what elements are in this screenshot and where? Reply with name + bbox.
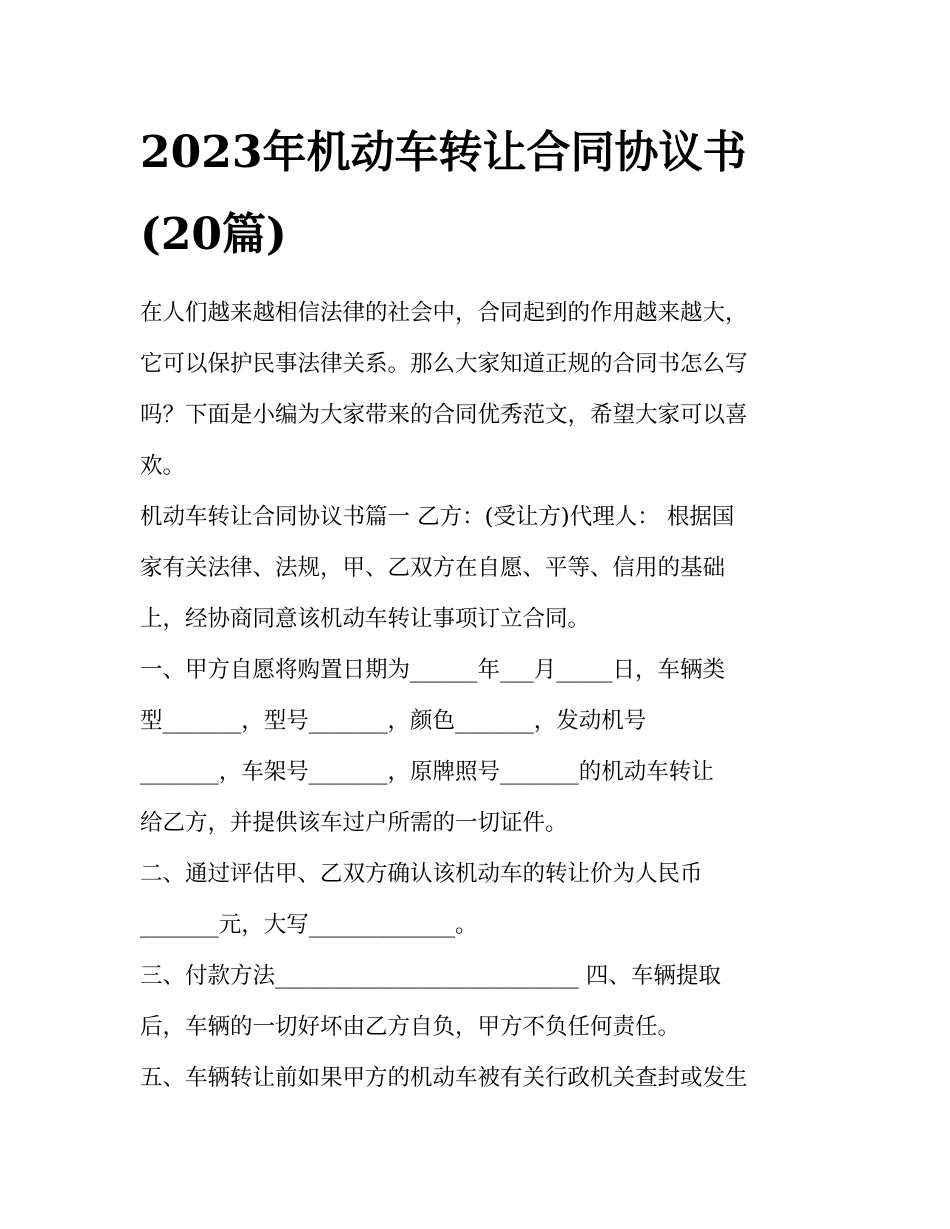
text-line: 它可以保护民事法律关系。那么大家知道正规的合同书怎么写 bbox=[140, 351, 748, 377]
clause-3-4-paragraph bbox=[140, 951, 812, 1053]
text-line: 在人们越来越相信法律的社会中，合同起到的作用越来越大， bbox=[140, 300, 748, 326]
clause-1-paragraph bbox=[140, 645, 812, 849]
text-line: _______元，大写_____________。 bbox=[140, 912, 478, 938]
document-content bbox=[140, 112, 812, 1104]
clause-5-paragraph bbox=[140, 1053, 812, 1104]
document-title bbox=[140, 112, 812, 276]
text-line: _______，车架号_______，原牌照号_______的机动车转让 bbox=[140, 759, 714, 785]
text-line: 三、付款方法___________________________ 四、车辆提取 bbox=[140, 963, 721, 989]
text-line: 五、车辆转让前如果甲方的机动车被有关行政机关查封或发生 bbox=[140, 1065, 748, 1091]
clause-2-paragraph bbox=[140, 849, 812, 951]
text-line: 家有关法律、法规，甲、乙双方在自愿、平等、信用的基础 bbox=[140, 555, 726, 581]
text-line: 吗？下面是小编为大家带来的合同优秀范文，希望大家可以喜 bbox=[140, 402, 748, 428]
contract-header-paragraph bbox=[140, 492, 812, 645]
title-line: 2023年机动车转让合同协议书 bbox=[140, 127, 747, 178]
text-line: 给乙方，并提供该车过户所需的一切证件。 bbox=[140, 810, 568, 836]
text-line: 后，车辆的一切好坏由乙方自负，甲方不负任何责任。 bbox=[140, 1014, 681, 1040]
text-line: 二、通过评估甲、乙双方确认该机动车的转让价为人民币 bbox=[140, 861, 703, 887]
text-line: 一、甲方自愿将购置日期为______年___月_____日，车辆类 bbox=[140, 657, 726, 683]
text-line: 型_______，型号_______，颜色_______，发动机号 bbox=[140, 708, 647, 734]
text-line: 机动车转让合同协议书篇一 乙方：(受让方)代理人： 根据国 bbox=[140, 504, 735, 530]
intro-paragraph bbox=[140, 288, 812, 492]
title-line: (20篇) bbox=[140, 209, 287, 260]
text-line: 欢。 bbox=[140, 453, 186, 479]
text-line: 上，经协商同意该机动车转让事项订立合同。 bbox=[140, 606, 591, 632]
